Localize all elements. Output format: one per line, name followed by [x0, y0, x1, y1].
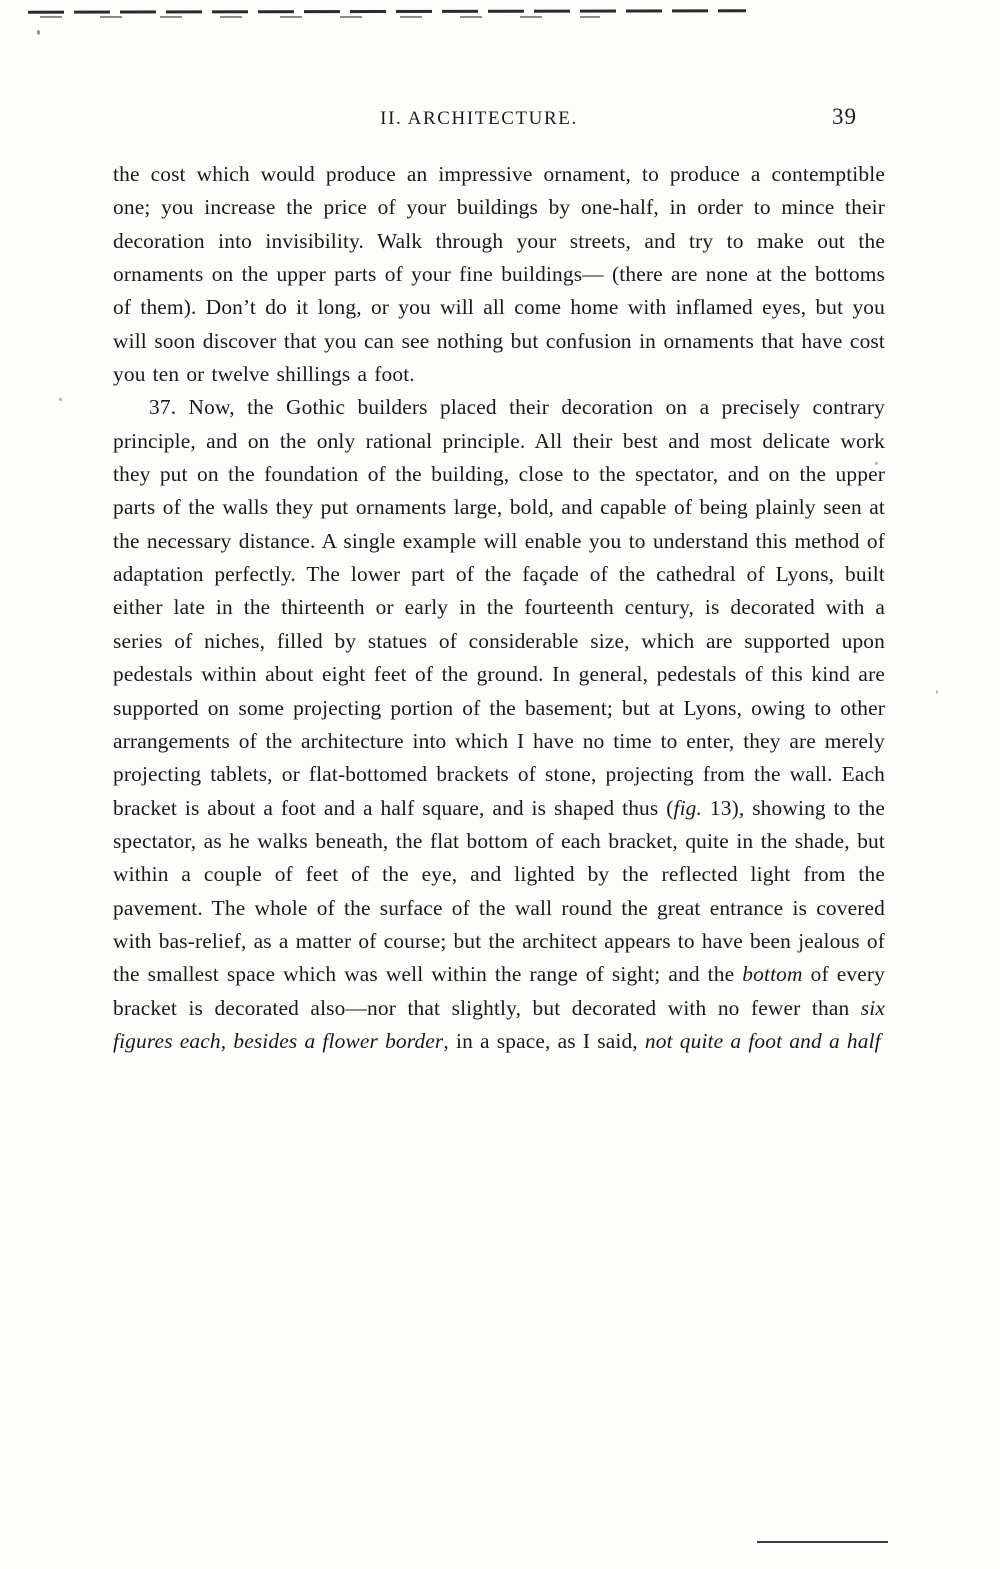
text-segment: of every bracket is decorated also—nor that slightly, but decorated with no fewer than	[113, 962, 885, 1020]
paragraph-1	[113, 158, 885, 391]
scan-artifact-top-line-secondary	[40, 16, 600, 18]
text-segment-italic: six figures each, besides a flower border	[113, 995, 885, 1053]
scan-speck	[37, 30, 40, 35]
text-segment: 37. Now, the Gothic builders placed their decoration on a precisely contrary principle, and on the only rational principle. All their best and most delicate work they put on the foundation of the building, close to the spectator, and on the upper parts of the walls they put ornaments large, bold, and capable of being plainly seen at the necessary distance. A single example will enable you to understand this method of adaptation perfectly. The lower part of the façade of the cathedral of Lyons, built either late in the thirteenth or early in the fourteenth century, is decorated with a series of niches, filled by statues of considerable size, which are supported upon pedestals within about eight feet of the ground. In general, pedestals of this kind are supported on some projecting portion of the basement; but at Lyons, owing to other arrangements of the architecture into which I have no time to enter, they are merely projecting tablets, or flat-bottomed brackets of stone, projecting from the wall. Each bracket is about a foot and a half square, and is shaped thus (	[113, 395, 885, 820]
running-header	[113, 104, 885, 138]
scan-artifact-top-line	[28, 9, 746, 14]
text-segment: 13), showing to the spectator, as he walks beneath, the flat bottom of each bracket, quite in the shade, but within a couple of feet of the eye, and lighted by the reflected light from the pavement. The whole of the surface of the wall round the great entrance is covered with bas-relief, as a matter of course; but the architect appears to have been jealous of the smallest space which was well within the range of sight; and the	[113, 795, 885, 987]
page-number: 39	[832, 104, 857, 129]
text-segment-italic: bottom	[742, 962, 803, 987]
paragraph-2	[113, 391, 885, 1058]
text-segment: , in a space, as I said,	[443, 1028, 645, 1053]
scan-artifact-bottom-line	[757, 1541, 888, 1543]
text-segment-italic: not quite a foot and a half	[644, 1028, 881, 1053]
scan-speck	[936, 690, 938, 694]
text-block	[113, 158, 885, 1058]
scan-speck	[59, 398, 62, 401]
text-segment: the cost which would produce an impressive ornament, to produce a contemptible one; you increase the price of your buildings by one-half, in order to mince their decoration into invisibility. Walk through your streets, and try to make out the ornaments on the upper parts of your fine buildings— (there are none at the bottoms of them). Don’t do it long, or you will all come home with inflamed eyes, but you will soon discover that you can see nothing but confusion in ornaments that have cost you ten or twelve shillings a foot.	[113, 162, 885, 387]
chapter-title: II. ARCHITECTURE.	[380, 108, 578, 129]
text-segment-italic: fig.	[673, 795, 703, 820]
